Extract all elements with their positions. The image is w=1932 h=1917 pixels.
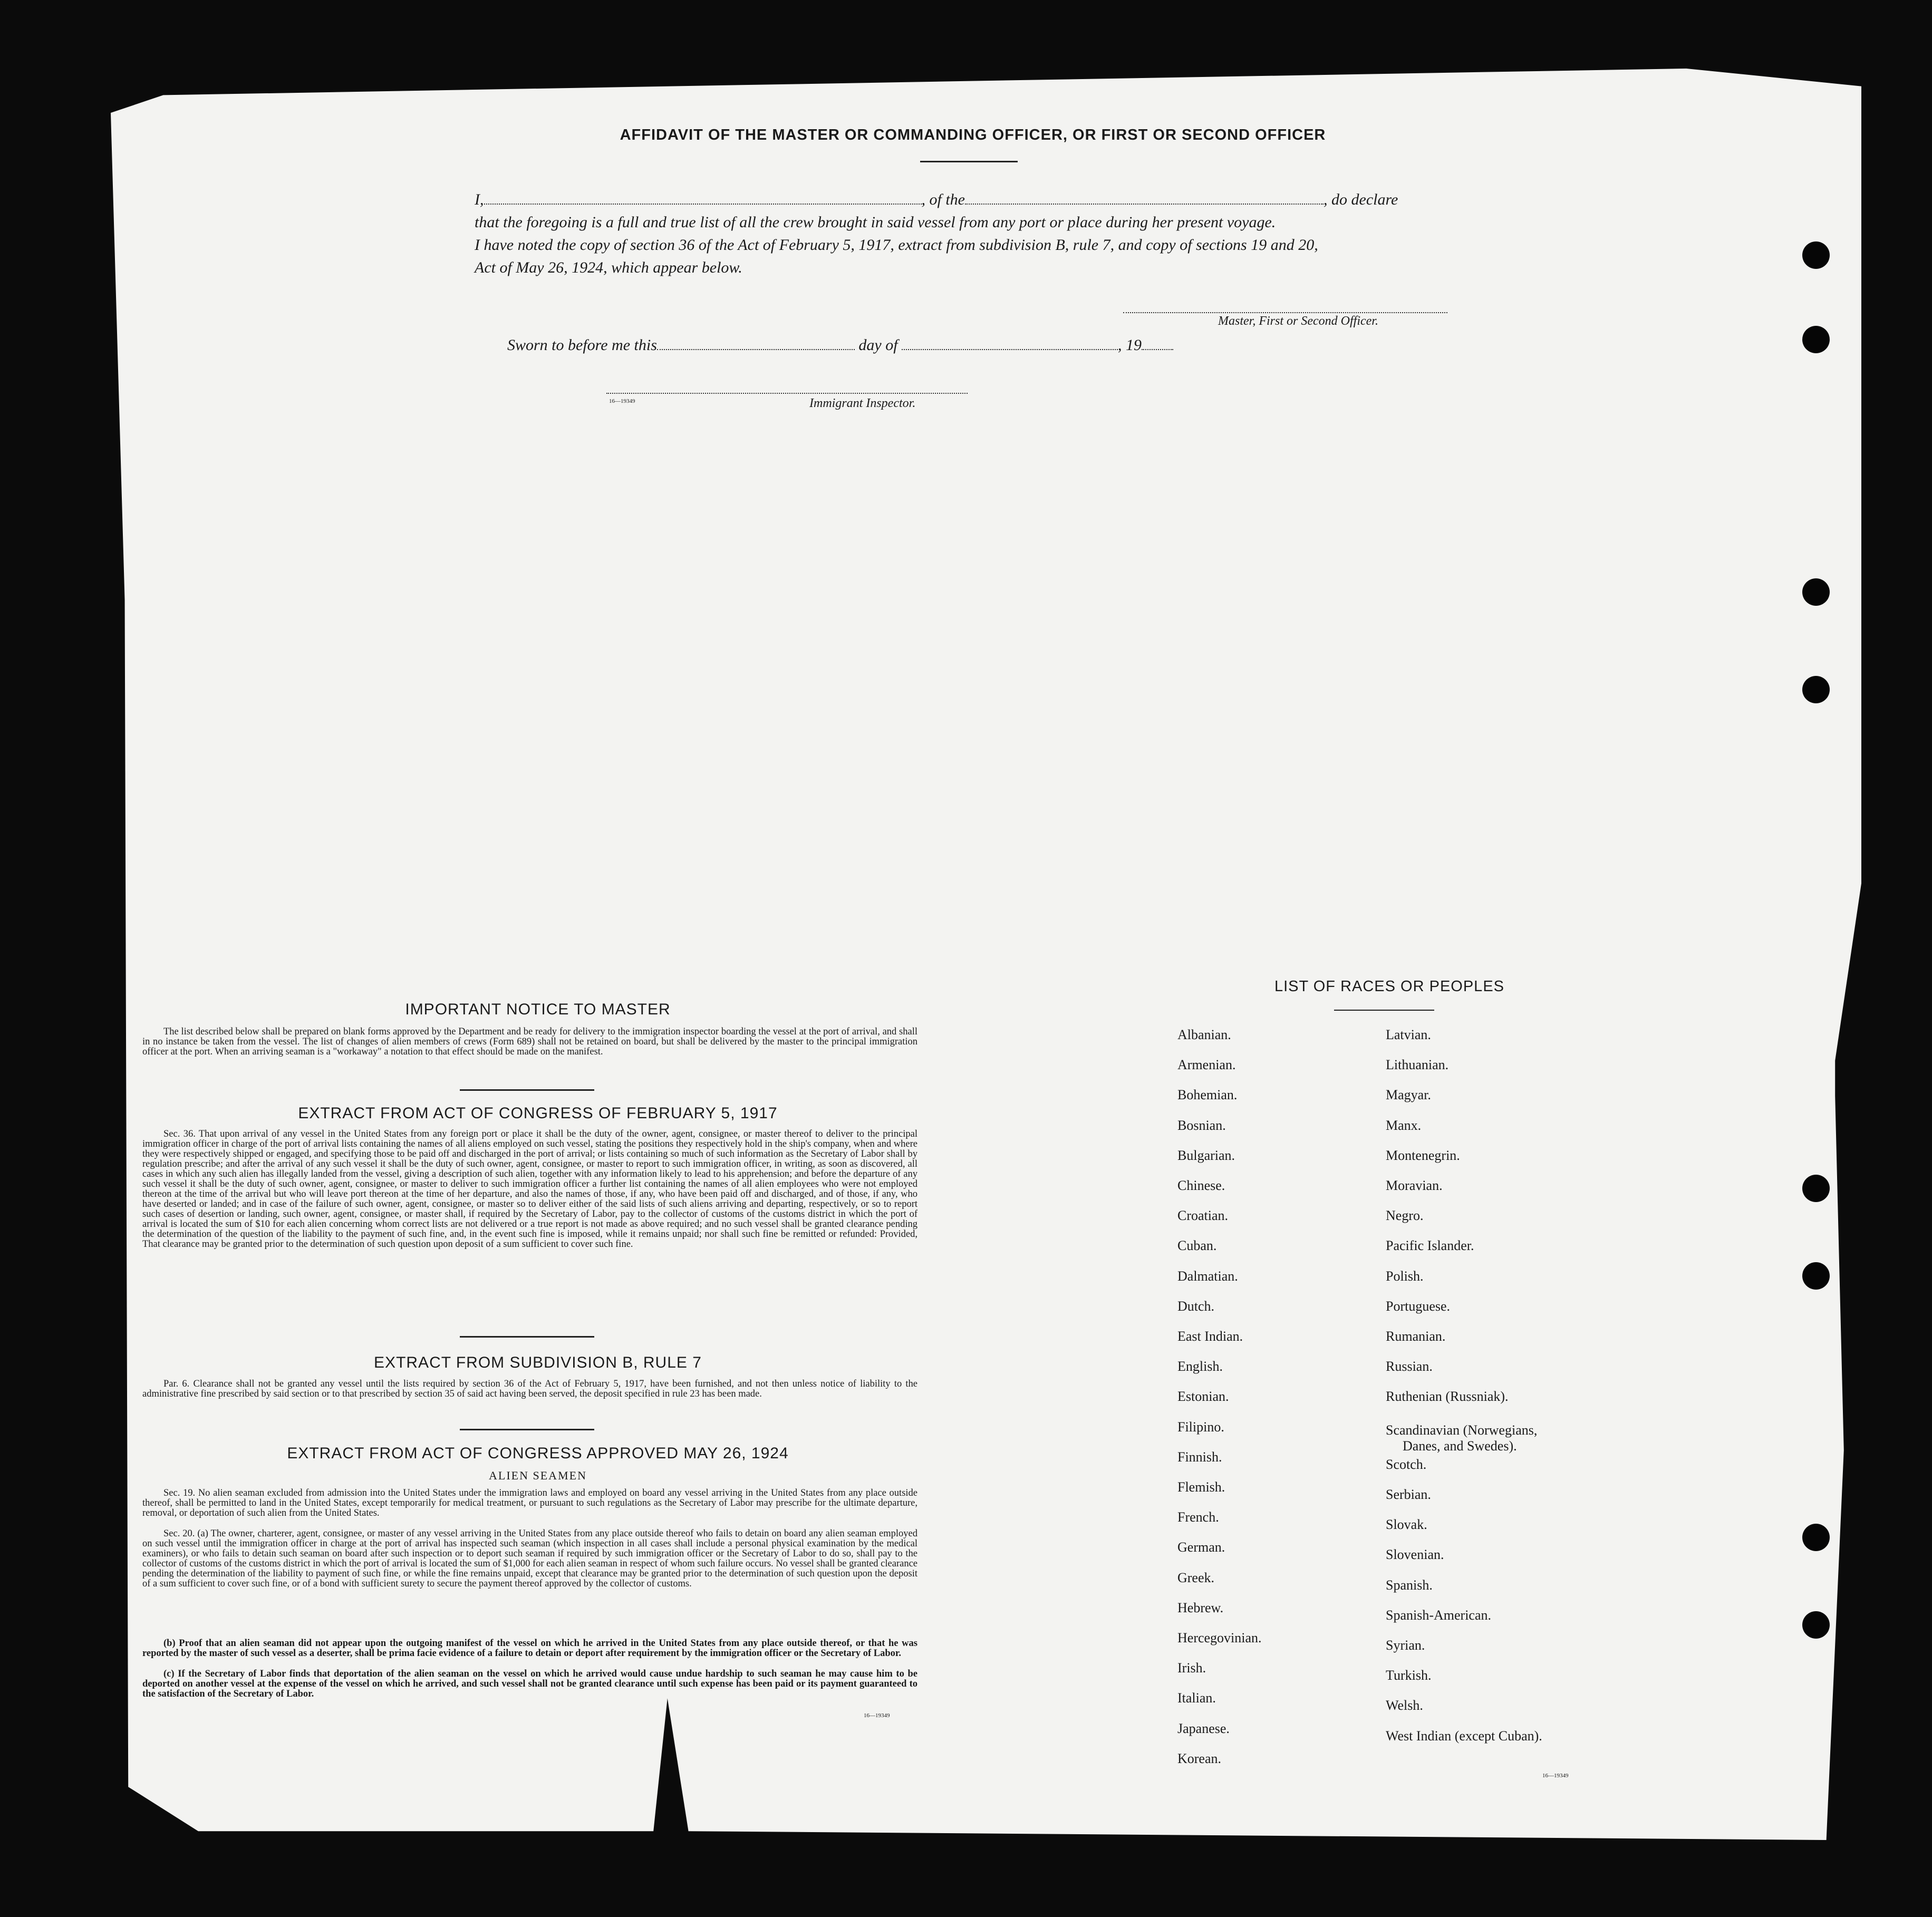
race-item: Syrian. — [1386, 1638, 1425, 1653]
race-item: Finnish. — [1177, 1449, 1222, 1465]
punch-hole — [1802, 676, 1830, 703]
race-item: Albanian. — [1177, 1027, 1231, 1042]
affidavit-text: I, — [475, 191, 484, 208]
race-item: Turkish. — [1386, 1668, 1432, 1683]
extract-1924-title: EXTRACT FROM ACT OF CONGRESS APPROVED MAY 26, 1924 — [287, 1445, 789, 1462]
inspector-label: Immigrant Inspector. — [809, 396, 916, 410]
affidavit-text: , of the — [921, 191, 965, 208]
race-item: French. — [1177, 1509, 1219, 1525]
inspector-signature-line — [606, 393, 968, 394]
divider — [460, 1336, 594, 1338]
alien-seamen-subtitle: ALIEN SEAMEN — [489, 1469, 587, 1482]
race-item: Bulgarian. — [1177, 1147, 1235, 1163]
punch-hole — [1802, 1175, 1830, 1202]
extract-1917-body: Sec. 36. That upon arrival of any vessel in the United States from any foreign port or place it shall be the duty of the owner, agent, consignee, or master thereof to deliver to the principal immigration officer in charge of the port of arrival lists containing the names of all aliens employed on such vessel, stating the positions they respectively hold in the ship's company, when and where they were respectively shipped or engaged, and specifying those to be paid off and discharged in the port of arrival; or lists containing so much of such information as the Secretary of Labor shall by regulation prescribe; and after the arrival of any such vessel it shall be the duty of such owner, agent, consignee, or master to report to such immigration officer, in writing, as soon as discovered, all cases in which any such alien has illegally landed from the vessel, giving a description of such alien, together with any information likely to lead to his apprehension; and before the departure of any such vessel it shall be the duty of such owner, agent, consignee, or master to deliver to such immigration officer a further list containing the names of all alien employees who were not employed thereon at the time of the arrival but who will leave port thereon at the time of her departure, and also the names of those, if any, who have been paid off and discharged, and of those, if any, who have deserted or landed; and in case of the failure of such owner, agent, consignee, or master so to deliver either of the said lists of such aliens arriving and departing, respectively, or so to report such cases of desertion or landing, such owner, agent, consignee, or master shall, if required by the Secretary of Labor, pay to the collector of customs of the customs district in which the port of arrival is located the sum of $10 for each alien concerning whom correct lists are not delivered or a true report is not made as above required; and no such vessel shall be granted clearance pending the determination of the question of the liability to the payment of such fine, and, in the event such fine is imposed, while it remains unpaid; nor shall such fine be remitted or refunded: Provided, That clearance may be granted prior to the determination of such question upon deposit of a sum sufficient to cover such fine. — [142, 1129, 917, 1250]
extract-1924-sec20a: Sec. 20. (a) The owner, charterer, agent, consignee, or master of any vessel arriving in the United States from any place outside thereof who fails to detain on board any alien seaman employed on such vessel until the immigration officer in charge at the port of arrival has inspected such seaman (which inspection in all cases shall include a personal physical examination by the medical examiners), or who fails to detain such seaman on board after such inspection or to deport such seaman if required by such immigration officer or the Secretary of Labor to do so, shall pay to the collector of customs of the customs district in which the port of arrival is located the sum of $1,000 for each alien seaman in respect of whom such failure occurs. No vessel shall be granted clearance pending the determination of the liability to payment of such fine, or while the fine remains unpaid, except that clearance may be granted prior to the determination of such question upon the deposit of a sum sufficient to cover such fine, or of a bond with sufficient surety to secure the payment thereof approved by the collector of customs. — [142, 1528, 917, 1589]
race-item: Welsh. — [1386, 1698, 1423, 1713]
race-item: Bosnian. — [1177, 1117, 1226, 1133]
race-item: Slovenian. — [1386, 1547, 1444, 1563]
race-item: Korean. — [1177, 1750, 1222, 1766]
race-item: Spanish. — [1386, 1577, 1433, 1593]
race-item: Chinese. — [1177, 1178, 1225, 1193]
divider — [920, 161, 1018, 162]
race-item: Scotch. — [1386, 1456, 1427, 1472]
blank-vessel — [965, 192, 1324, 205]
race-item: Magyar. — [1386, 1087, 1431, 1103]
blank-day — [657, 338, 855, 350]
race-item: Armenian. — [1177, 1057, 1236, 1073]
punch-hole — [1802, 1262, 1830, 1290]
race-item: Italian. — [1177, 1690, 1216, 1706]
race-item: Ruthenian (Russniak). — [1386, 1389, 1509, 1405]
race-item: Greek. — [1177, 1570, 1215, 1585]
race-item: Latvian. — [1386, 1027, 1431, 1042]
race-item: Estonian. — [1177, 1389, 1229, 1405]
race-item: Slovak. — [1386, 1517, 1427, 1533]
race-item: Dutch. — [1177, 1298, 1215, 1314]
affidavit-text: , do declare — [1324, 191, 1398, 208]
signature-line — [1123, 312, 1447, 313]
race-item: West Indian (except Cuban). — [1386, 1728, 1542, 1744]
notice-body: The list described below shall be prepared on blank forms approved by the Department and be ready for delivery to the immigration inspector boarding the vessel at the port of arrival, and shall in no instance be taken from the vessel. The list of changes of alien members of crews (Form 689) shall not be retained on board, but shall be delivered by the master to the principal immigration officer at the port. When an arriving seaman is a "workaway" a notation to that effect should be made on the manifest. — [142, 1027, 917, 1057]
sworn-line — [507, 336, 1245, 354]
race-item: Russian. — [1386, 1359, 1433, 1374]
blank-month — [902, 338, 1118, 350]
divider — [460, 1429, 594, 1430]
race-item: Filipino. — [1177, 1419, 1224, 1435]
sworn-text: Sworn to before me this — [507, 336, 657, 354]
race-item: Montenegrin. — [1386, 1147, 1460, 1163]
race-item: Danes, and Swedes). — [1403, 1438, 1517, 1454]
race-item: Irish. — [1177, 1660, 1206, 1676]
extract-1924-sec20b: (b) Proof that an alien seaman did not appear upon the outgoing manifest of the vessel on which he arrived in the United States from any place outside thereof, or that he was reported by the master of such vessel as a deserter, shall be prima facie evidence of a failure to detain or deport after requirement by the immigration officer or the Secretary of Labor. — [142, 1638, 917, 1659]
race-item: English. — [1177, 1359, 1223, 1374]
sworn-text: , 19 — [1118, 336, 1142, 354]
punch-hole — [1802, 1524, 1830, 1551]
affidavit-text: Act of May 26, 1924, which appear below. — [475, 259, 742, 276]
divider — [460, 1089, 594, 1091]
extract-1924-sec20c: (c) If the Secretary of Labor finds that deportation of the alien seaman on the vessel on which he arrived would cause undue hardship to such seaman he may cause him to be deported on another vessel at the expense of the vessel on which he arrived, and such vessel shall not be granted clearance until such expense has been paid or its payment guaranteed to the satisfaction of the Secretary of Labor. — [142, 1669, 917, 1699]
race-item: Cuban. — [1177, 1238, 1217, 1254]
affidavit-title: AFFIDAVIT OF THE MASTER OR COMMANDING OFFICER, OR FIRST OR SECOND OFFICER — [620, 127, 1326, 143]
punch-hole — [1802, 241, 1830, 269]
divider — [1334, 1010, 1434, 1011]
race-item: Hebrew. — [1177, 1600, 1224, 1615]
race-item: German. — [1177, 1540, 1225, 1555]
race-item: Spanish-American. — [1386, 1607, 1492, 1623]
race-item: Dalmatian. — [1177, 1268, 1238, 1284]
race-item: Portuguese. — [1386, 1298, 1451, 1314]
extract-1924-sec19: Sec. 19. No alien seaman excluded from admission into the United States under the immigration laws and employed on board any vessel arriving in the United States from any place outside thereof, shall be permitted to land in the United States, except temporarily for medical treatment, or pursuant to such regulations as the Secretary of Labor may prescribe for the ultimate departure, removal, or deportation of such alien from the United States. — [142, 1488, 917, 1518]
race-item: Lithuanian. — [1386, 1057, 1449, 1073]
race-item: Japanese. — [1177, 1720, 1230, 1736]
race-item: Croatian. — [1177, 1208, 1229, 1224]
extract-rule7-body: Par. 6. Clearance shall not be granted any vessel until the lists required by section 36 of the Act of February 5, 1917, have been furnished, and not then unless notice of liability to the administrative fine prescribed by said section or to that prescribed by section 35 of said act having been served, the deposit specified in rule 23 has been made. — [142, 1379, 917, 1399]
race-item: East Indian. — [1177, 1329, 1243, 1344]
form-number: 16—19349 — [1542, 1773, 1569, 1779]
race-item: Serbian. — [1386, 1487, 1431, 1502]
punch-hole — [1802, 578, 1830, 606]
blank-year — [1142, 338, 1173, 350]
race-item: Negro. — [1386, 1208, 1424, 1224]
race-item: Hercegovinian. — [1177, 1630, 1262, 1645]
race-item: Moravian. — [1386, 1178, 1443, 1193]
extract-rule7-title: EXTRACT FROM SUBDIVISION B, RULE 7 — [374, 1354, 702, 1371]
punch-hole — [1802, 326, 1830, 353]
master-label: Master, First or Second Officer. — [1218, 314, 1378, 328]
race-item: Scandinavian (Norwegians, — [1386, 1422, 1538, 1438]
race-item: Bohemian. — [1177, 1087, 1238, 1103]
form-number: 16—19349 — [864, 1712, 890, 1719]
affidavit-text: I have noted the copy of section 36 of the Act of February 5, 1917, extract from subdivision B, rule 7, and copy of sections 19 and 20, — [475, 236, 1318, 254]
race-item: Pacific Islander. — [1386, 1238, 1474, 1254]
extract-1917-title: EXTRACT FROM ACT OF CONGRESS OF FEBRUARY 5, 1917 — [298, 1105, 778, 1122]
affidavit-text: that the foregoing is a full and true list of all the crew brought in said vessel from any port or place during her present voyage. — [475, 214, 1276, 231]
sworn-text: day of — [858, 336, 898, 354]
blank-name — [484, 192, 922, 205]
races-title: LIST OF RACES OR PEOPLES — [1274, 978, 1505, 995]
form-number: 16—19349 — [609, 398, 635, 404]
punch-hole — [1802, 1611, 1830, 1639]
race-item: Rumanian. — [1386, 1329, 1446, 1344]
notice-title: IMPORTANT NOTICE TO MASTER — [405, 1001, 671, 1018]
race-item: Flemish. — [1177, 1479, 1225, 1495]
race-item: Polish. — [1386, 1268, 1424, 1284]
race-item: Manx. — [1386, 1117, 1422, 1133]
affidavit-declaration-line — [475, 191, 1471, 209]
